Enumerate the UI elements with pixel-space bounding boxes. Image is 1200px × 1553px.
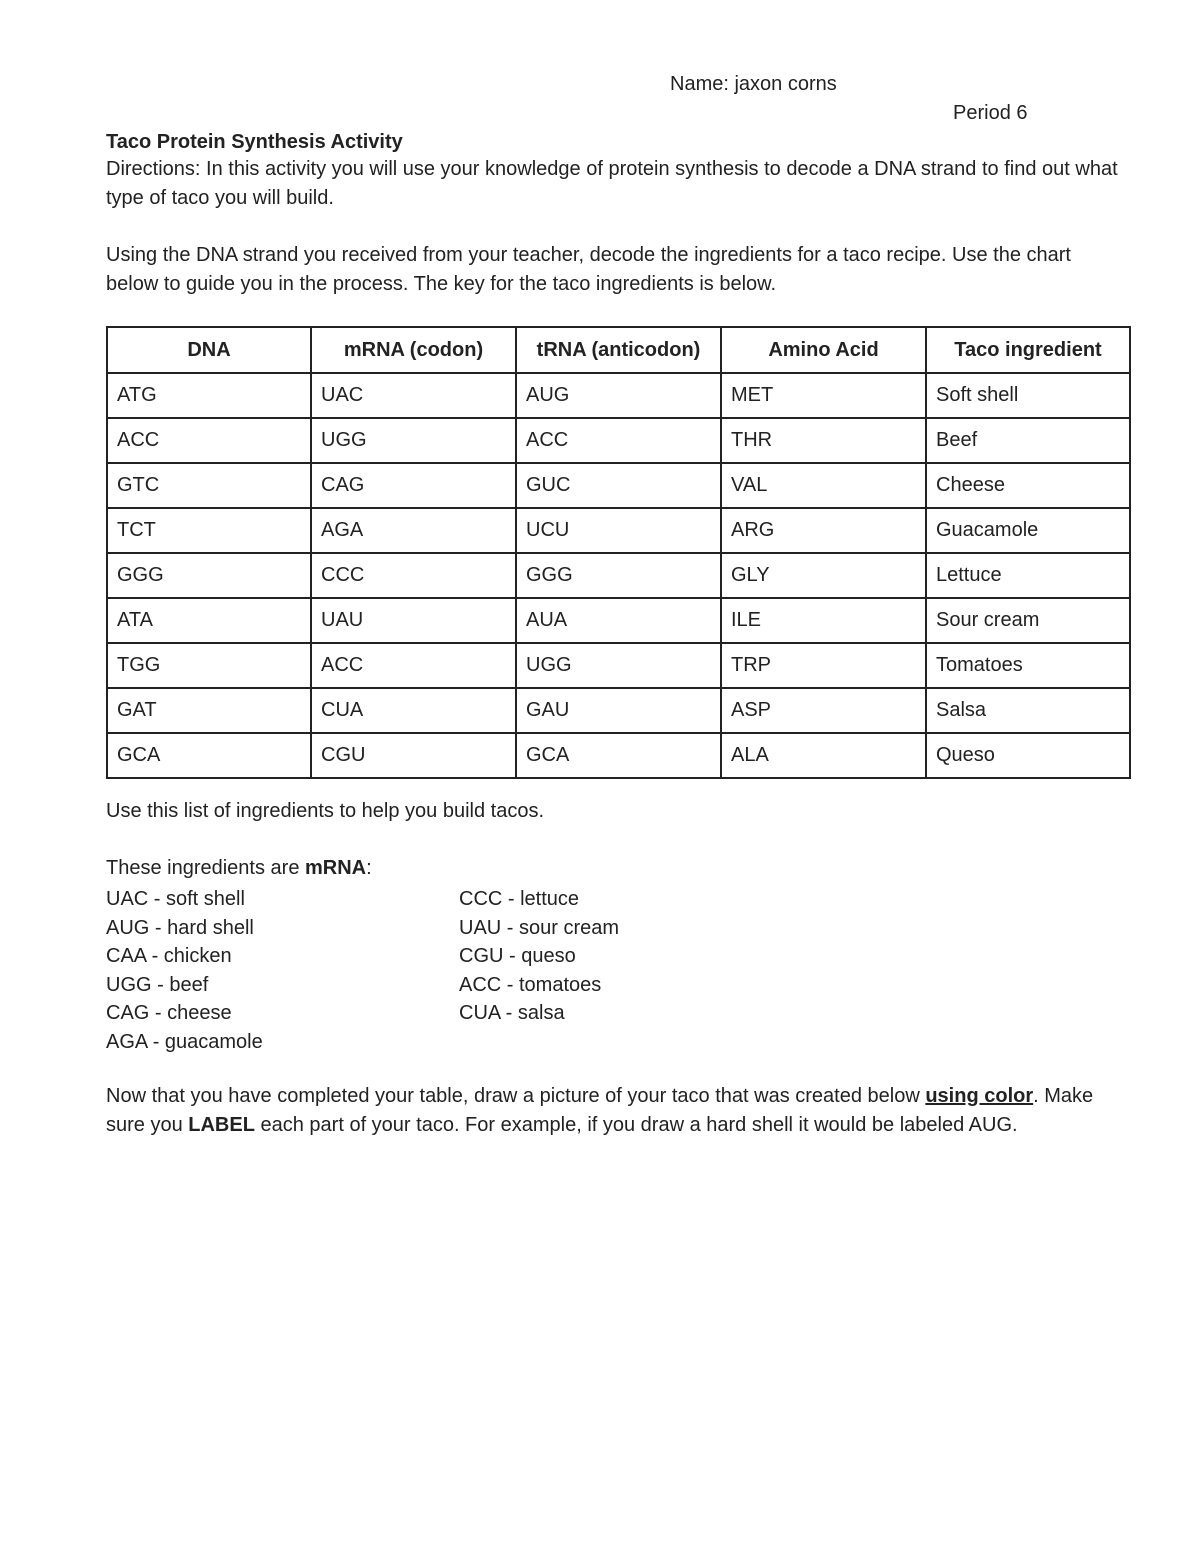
column-header-trna: tRNA (anticodon) [516, 327, 721, 373]
column-header-dna: DNA [107, 327, 311, 373]
cell-mrna: UAU [311, 598, 516, 643]
cell-amino-acid: THR [721, 418, 926, 463]
drawing-instructions [106, 1082, 1126, 1139]
list-item: UAC - soft shell [106, 888, 245, 910]
cell-taco-ingredient: Queso [926, 733, 1130, 778]
cell-taco-ingredient: Salsa [926, 688, 1130, 733]
cell-dna: TGG [107, 643, 311, 688]
list-item: AUG - hard shell [106, 916, 254, 939]
cell-mrna: ACC [311, 643, 516, 688]
protein-synthesis-table [106, 326, 1131, 779]
cell-dna: GAT [107, 688, 311, 733]
table-row [107, 508, 1130, 553]
cell-dna: GTC [107, 463, 311, 508]
cell-trna: AUA [516, 598, 721, 643]
cell-dna: GCA [107, 733, 311, 778]
table-row [107, 418, 1130, 463]
cell-mrna: AGA [311, 508, 516, 553]
label-emphasis: LABEL [188, 1113, 255, 1136]
cell-trna: UGG [516, 643, 721, 688]
table-row [107, 643, 1130, 688]
cell-taco-ingredient: Sour cream [926, 598, 1130, 643]
column-header-mrna: mRNA (codon) [311, 327, 516, 373]
table-row [107, 733, 1130, 778]
cell-dna: GGG [107, 553, 311, 598]
ingredient-list-right [459, 885, 619, 1028]
list-item: CAG - cheese [106, 1002, 232, 1024]
cell-trna: UCU [516, 508, 721, 553]
cell-amino-acid: TRP [721, 643, 926, 688]
ingredient-list-left [106, 885, 263, 1056]
list-item: CGU - queso [459, 945, 576, 967]
column-header-taco-ingredient: Taco ingredient [926, 327, 1130, 373]
table-row [107, 688, 1130, 733]
cell-trna: GGG [516, 553, 721, 598]
table-row [107, 463, 1130, 508]
cell-trna: GCA [516, 733, 721, 778]
cell-taco-ingredient: Beef [926, 418, 1130, 463]
cell-amino-acid: ASP [721, 688, 926, 733]
cell-mrna: UGG [311, 418, 516, 463]
table-row [107, 598, 1130, 643]
drawing-instructions-part-1: Now that you have completed your table, draw a picture of your taco that was created below [106, 1085, 926, 1107]
cell-amino-acid: VAL [721, 463, 926, 508]
list-item: UAU - sour cream [459, 916, 620, 939]
using-color-emphasis: using color [925, 1085, 1034, 1107]
cell-amino-acid: GLY [721, 553, 926, 598]
cell-mrna: UAC [311, 373, 516, 418]
instructions-text: Using the DNA strand you received from your teacher, decode the ingredients for a taco recipe. Use the chart below to guide you in the process. The key for the taco ingredients is below. [106, 244, 1071, 295]
table-row [107, 553, 1130, 598]
table-row [107, 373, 1130, 418]
student-name: Name: jaxon corns [670, 73, 837, 95]
list-item: ACC - tomatoes [459, 973, 602, 996]
list-item: CAA - chicken [106, 945, 232, 967]
list-item: CCC - lettuce [459, 888, 580, 910]
cell-trna: ACC [516, 418, 721, 463]
ingredient-list-intro: Use this list of ingredients to help you build tacos. [106, 800, 545, 822]
cell-amino-acid: ILE [721, 598, 926, 643]
mrna-heading-suffix: : [366, 857, 372, 879]
directions-text: Directions: In this activity you will use your knowledge of protein synthesis to decode a DNA strand to find out what type of taco you will build. [106, 158, 1118, 209]
list-item: UGG - beef [106, 973, 209, 996]
cell-mrna: CCC [311, 553, 516, 598]
cell-mrna: CUA [311, 688, 516, 733]
table-header-row [107, 327, 1130, 373]
mrna-heading-emphasis: mRNA [305, 857, 367, 879]
cell-mrna: CGU [311, 733, 516, 778]
page-title: Taco Protein Synthesis Activity [106, 131, 403, 153]
drawing-instructions-part-2: . Make sure you [106, 1085, 1094, 1136]
cell-dna: ATA [107, 598, 311, 643]
cell-amino-acid: ALA [721, 733, 926, 778]
cell-mrna: CAG [311, 463, 516, 508]
cell-taco-ingredient: Soft shell [926, 373, 1130, 418]
cell-amino-acid: MET [721, 373, 926, 418]
class-period: Period 6 [953, 102, 1028, 124]
cell-taco-ingredient: Tomatoes [926, 643, 1130, 688]
mrna-heading [106, 856, 372, 880]
cell-trna: AUG [516, 373, 721, 418]
cell-taco-ingredient: Guacamole [926, 508, 1130, 553]
cell-dna: TCT [107, 508, 311, 553]
mrna-heading-prefix: These ingredients are [106, 857, 306, 879]
cell-taco-ingredient: Lettuce [926, 553, 1130, 598]
drawing-instructions-part-3: each part of your taco. For example, if you draw a hard shell it would be labeled AUG. [254, 1113, 1018, 1136]
cell-trna: GUC [516, 463, 721, 508]
cell-trna: GAU [516, 688, 721, 733]
column-header-amino-acid: Amino Acid [721, 327, 926, 373]
cell-dna: ACC [107, 418, 311, 463]
cell-taco-ingredient: Cheese [926, 463, 1130, 508]
cell-dna: ATG [107, 373, 311, 418]
list-item: CUA - salsa [459, 1002, 565, 1024]
list-item: AGA - guacamole [106, 1030, 263, 1053]
cell-amino-acid: ARG [721, 508, 926, 553]
